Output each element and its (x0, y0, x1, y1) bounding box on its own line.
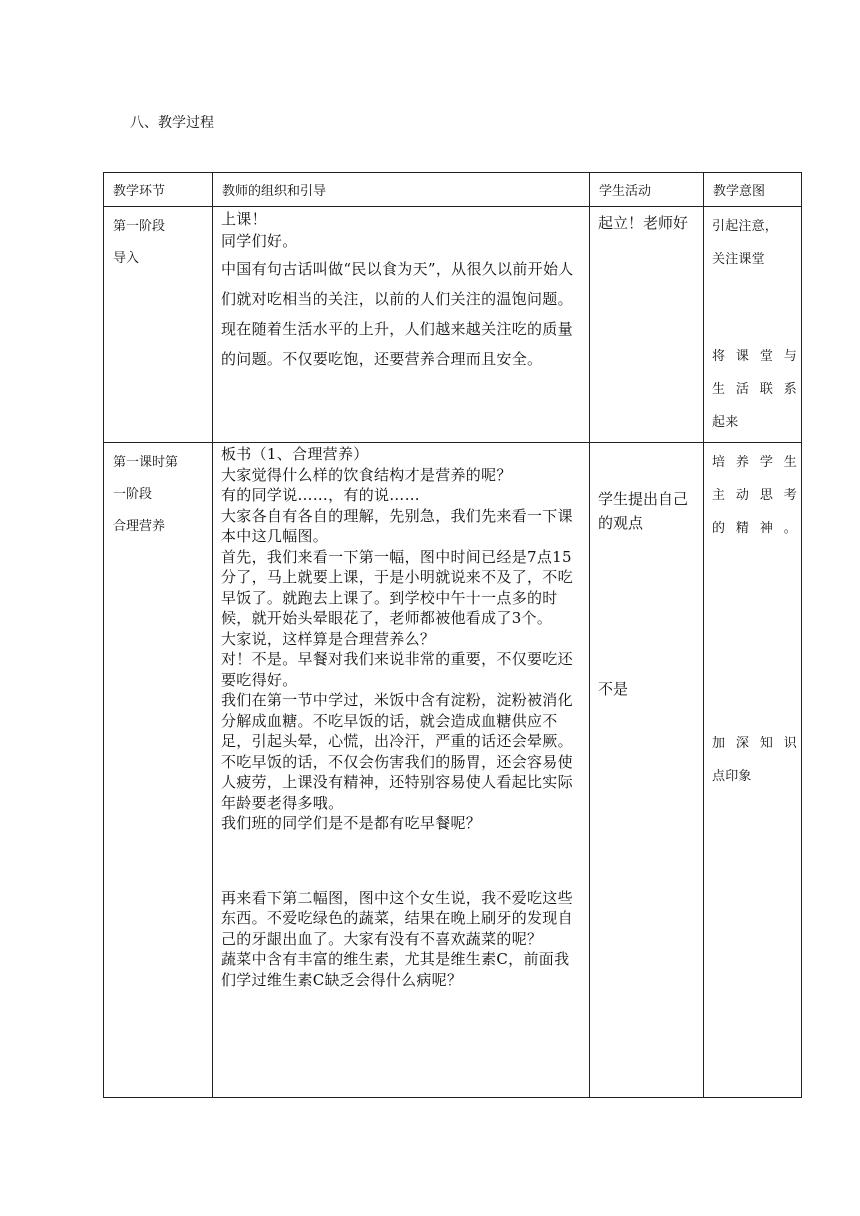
teacher-paragraph: 板书（1、合理营养） (221, 445, 369, 463)
intent-line: 关注课堂 (712, 252, 765, 267)
teacher-cell (213, 443, 590, 1098)
student-cell (590, 207, 704, 443)
student-activity: 学生提出自己的观点 (598, 490, 689, 532)
stage-cell (104, 443, 213, 1098)
stage-line: 合理营养 (113, 519, 166, 534)
teacher-paragraph: 上课！ (221, 210, 267, 228)
stage-line: 第一阶段 (113, 219, 166, 234)
section-heading: 八、教学过程 (130, 115, 214, 131)
teacher-paragraph: 中国有句古话叫做“民以食为天”，从很久以前开始人们就对吃相当的关注，以前的人们关注的温饱问题。现在随着生活水平的上升，人们越来越关注吃的质量的问题。不仅要吃饱，还要营养合理而且安全。 (221, 260, 574, 368)
table-row (104, 207, 802, 443)
table-row (104, 443, 802, 1098)
intent-line: 培养学生 (712, 455, 797, 470)
stage-line: 第一课时第 (113, 455, 179, 470)
intent-cell (704, 443, 802, 1098)
student-cell (590, 443, 704, 1098)
intent-line: 起来 (712, 415, 739, 430)
student-activity: 不是 (598, 680, 629, 698)
intent-line: 主动思考 (712, 488, 797, 503)
teacher-paragraph: 我们在第一节中学过，米饭中含有淀粉，淀粉被消化分解成血糖。不吃早饭的话，就会造成血糖供应不足，引起头晕，心慌，出冷汗，严重的话还会晕厥。 (221, 691, 573, 750)
teacher-paragraph: 大家各自有各自的理解，先别急，我们先来看一下课本中这几幅图。 (221, 506, 573, 545)
student-activity: 起立！老师好 (598, 214, 689, 232)
intent-line: 点印象 (712, 769, 752, 784)
intent-line: 引起注意， (712, 219, 779, 234)
teacher-paragraph: 有的同学说……，有的说…… (221, 486, 420, 504)
teacher-paragraph: 再来看下第二幅图，图中这个女生说，我不爱吃这些东西。不爱吃绿色的蔬菜，结果在晚上刷牙的发现自己的牙龈出血了。大家有没有不喜欢蔬菜的呢？ (221, 888, 573, 948)
stage-line: 一阶段 (113, 487, 153, 502)
teacher-paragraph: 不吃早饭的话，不仅会伤害我们的肠胃，还会容易使人疲劳，上课没有精神，还特别容易使人看起比实际年龄要老得多哦。 (221, 752, 573, 812)
intent-cell (704, 207, 802, 443)
header-intent: 教学意图 (704, 173, 802, 207)
teacher-paragraph: 我们班的同学们是不是都有吃早餐呢？ (221, 814, 482, 832)
header-student: 学生活动 (590, 173, 704, 207)
header-stage: 教学环节 (104, 173, 213, 207)
teacher-paragraph: 首先，我们来看一下第一幅，图中时间已经是7点15分了，马上就要上课，于是小明就说来不及了，不吃早饭了。就跑去上课了。到学校中午十一点多的时候，就开始头晕眼花了，老师都被他看成了3个。 (221, 547, 573, 627)
stage-cell (104, 207, 213, 443)
header-teacher: 教师的组织和引导 (213, 173, 590, 207)
teacher-paragraph: 大家说，这样算是合理营养么？ (221, 629, 436, 648)
teacher-paragraph: 对！不是。早餐对我们来说非常的重要，不仅要吃还要吃得好。 (221, 650, 573, 689)
intent-line: 加深知识 (712, 736, 797, 751)
teacher-paragraph: 大家觉得什么样的饮食结构才是营养的呢？ (221, 465, 512, 484)
stage-line: 导入 (113, 251, 140, 266)
teacher-paragraph: 蔬菜中含有丰富的维生素，尤其是维生素C，前面我们学过维生素C缺乏会得什么病呢？ (221, 950, 570, 989)
teacher-paragraph: 同学们好。 (221, 232, 298, 250)
intent-line: 将课堂与 (712, 349, 797, 364)
intent-line: 的精神。 (712, 521, 797, 536)
teacher-cell (213, 207, 590, 443)
teaching-process-table (103, 172, 802, 1098)
table-header-row (104, 173, 802, 207)
intent-line: 生活联系 (712, 382, 797, 397)
